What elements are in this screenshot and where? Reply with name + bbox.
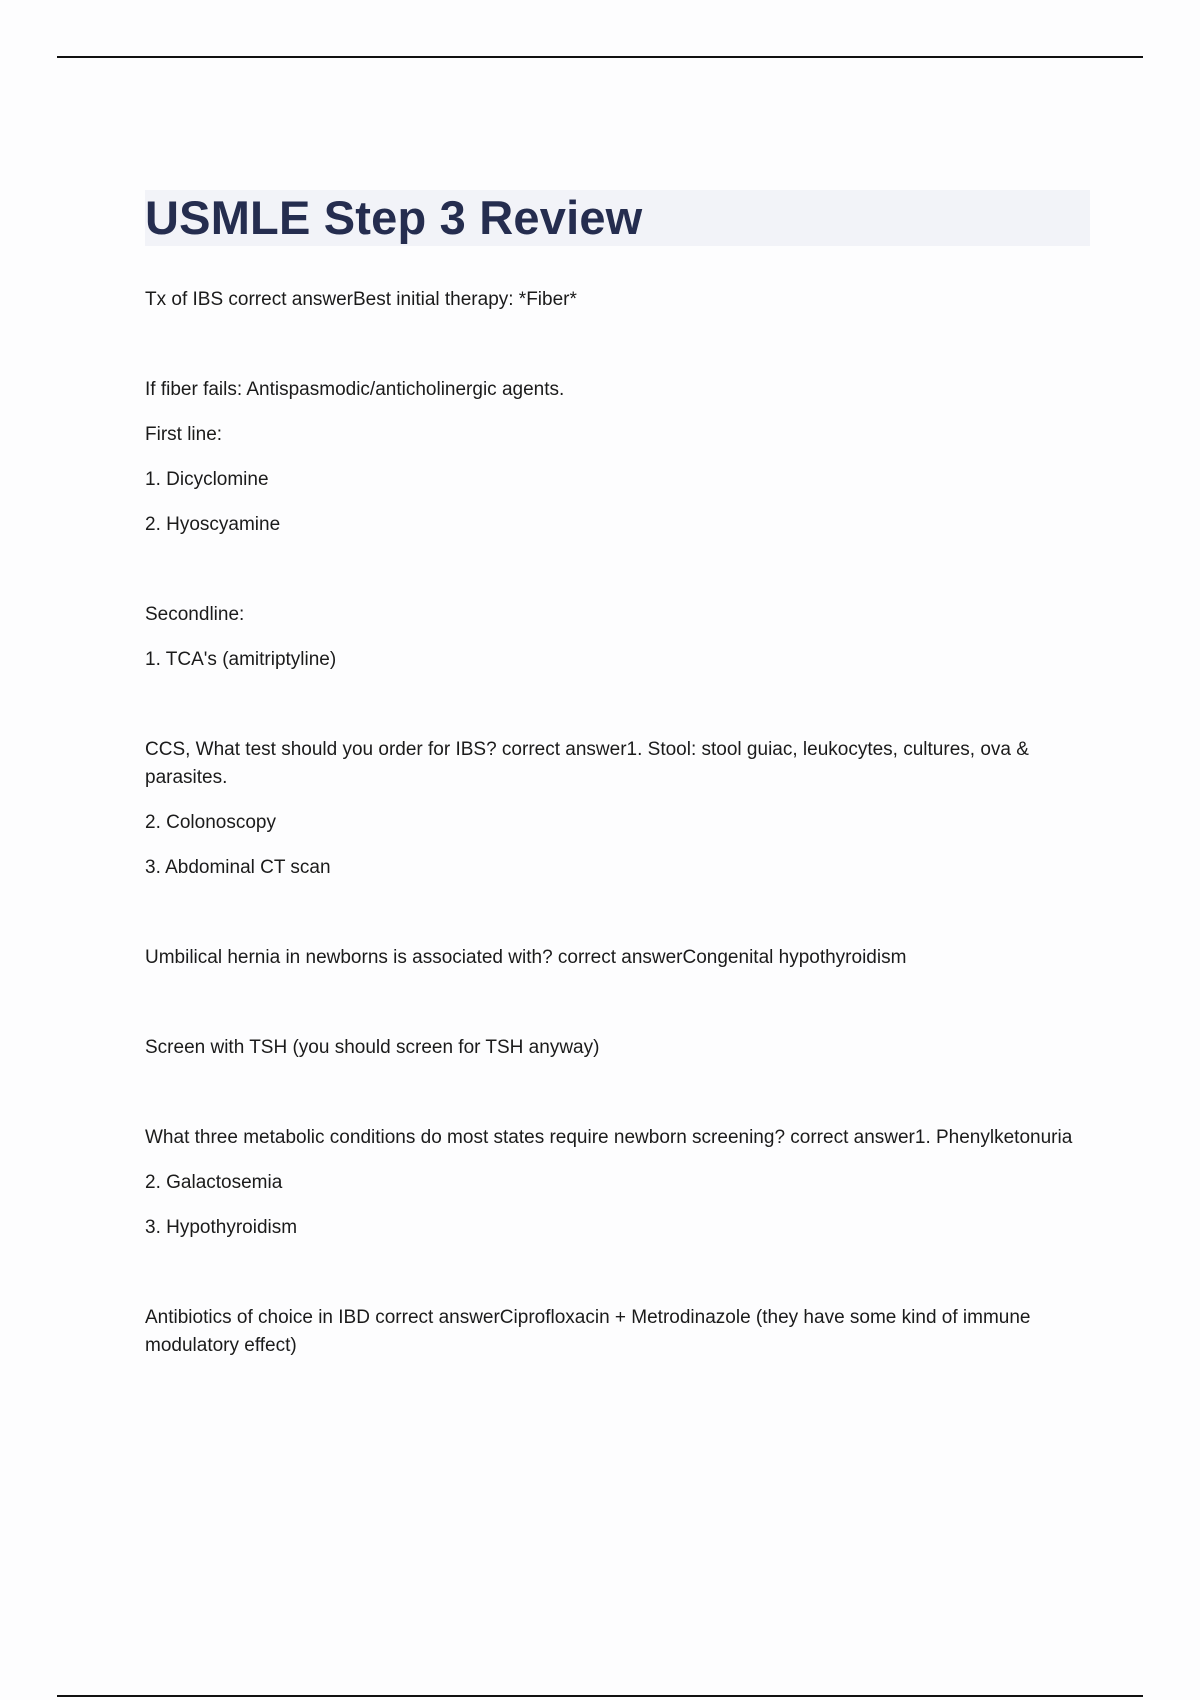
page-title: USMLE Step 3 Review [145, 191, 643, 244]
note-line: First line: [145, 424, 223, 445]
note-line: Tx of IBS correct answerBest initial therapy: *Fiber* [145, 289, 577, 310]
block-spacer [145, 1259, 1090, 1304]
note-block [145, 1124, 1090, 1242]
study-notes [145, 286, 1090, 1360]
note-line: 3. Abdominal CT scan [145, 857, 331, 878]
note-line: 1. Dicyclomine [145, 469, 269, 490]
block-spacer [145, 989, 1090, 1034]
note-line: Antibiotics of choice in IBD correct answerCiprofloxacin + Metrodinazole (they have some kind of immune modulatory effect) [145, 1307, 1031, 1356]
note-block [145, 944, 1090, 972]
note-line: CCS, What test should you order for IBS? correct answer1. Stool: stool guiac, leukocytes, cultures, ova & parasites. [145, 739, 1029, 788]
block-spacer [145, 899, 1090, 944]
note-line: Umbilical hernia in newborns is associated with? correct answerCongenital hypothyroidism [145, 947, 907, 968]
header-rule [57, 56, 1143, 58]
note-block [145, 736, 1090, 882]
note-block [145, 1304, 1090, 1360]
note-line: 2. Hyoscyamine [145, 514, 281, 535]
note-line: 2. Colonoscopy [145, 812, 276, 833]
block-spacer [145, 331, 1090, 376]
block-spacer [145, 1079, 1090, 1124]
note-line: Screen with TSH (you should screen for TSH anyway) [145, 1037, 600, 1058]
note-block [145, 376, 1090, 539]
note-line: Secondline: [145, 604, 245, 625]
note-line: 3. Hypothyroidism [145, 1217, 298, 1238]
document-body [145, 190, 1090, 1377]
note-line: What three metabolic conditions do most states require newborn screening? correct answer1. Phenylketonuria [145, 1127, 1073, 1148]
title-banner [145, 190, 1090, 246]
note-block [145, 1034, 1090, 1062]
note-line: If fiber fails: Antispasmodic/anticholinergic agents. [145, 379, 565, 400]
note-block [145, 601, 1090, 674]
note-block [145, 286, 1090, 314]
note-line: 1. TCA's (amitriptyline) [145, 649, 337, 670]
block-spacer [145, 556, 1090, 601]
note-line: 2. Galactosemia [145, 1172, 283, 1193]
block-spacer [145, 691, 1090, 736]
footer-rule [57, 1695, 1143, 1697]
